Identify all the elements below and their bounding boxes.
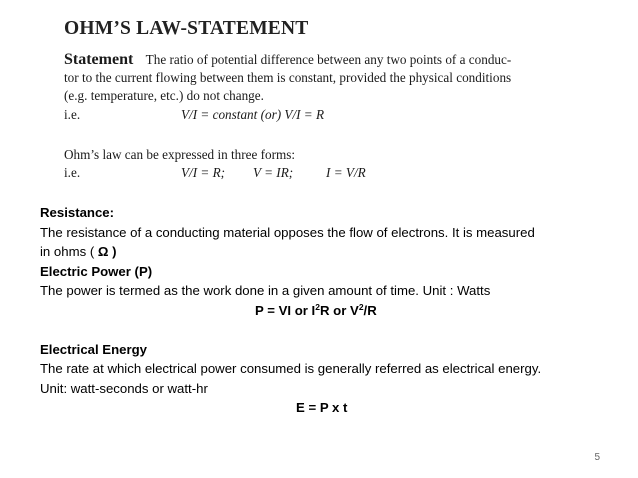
content-block: [40, 203, 541, 418]
statement-line-2: tor to the current flowing between them is constant, provided the physical conditions: [64, 70, 512, 85]
ie-label-1: i.e.: [64, 107, 81, 122]
forms-intro: Ohm’s law can be expressed in three forms:: [64, 147, 296, 162]
statement-block: [64, 51, 511, 105]
power-formula-sup-2: 2: [358, 301, 364, 312]
page-number: 5: [594, 452, 600, 463]
statement-label: Statement: [64, 51, 134, 68]
power-formula-part-3: /R: [363, 302, 377, 318]
formula-constant: V/I = constant (or) V/I = R: [181, 107, 325, 122]
energy-formula: E = P x t: [296, 400, 348, 415]
statement-line-3: (e.g. temperature, etc.) do not change.: [64, 88, 264, 103]
ohm-symbol: Ω: [97, 244, 109, 259]
page-title: OHM’S LAW-STATEMENT: [64, 18, 309, 39]
energy-heading: Electrical Energy: [40, 341, 148, 357]
power-formula-sup-1: 2: [315, 301, 320, 312]
power-line: The power is termed as the work done in a given amount of time. Unit : Watts: [40, 283, 491, 298]
resistance-line-2-prefix: in ohms (: [40, 244, 98, 259]
form-2: V = IR;: [253, 165, 294, 180]
energy-line-1: The rate at which electrical power consumed is generally referred as electrical energy.: [40, 361, 542, 376]
resistance-heading: Resistance:: [40, 205, 115, 220]
power-formula: [40, 301, 541, 321]
resistance-line-2-suffix: ): [108, 244, 117, 259]
form-1: V/I = R;: [181, 165, 226, 180]
ie-label-2: i.e.: [64, 165, 81, 180]
power-heading: Electric Power (P): [40, 263, 153, 279]
power-formula-part-1: P = VI or I: [255, 302, 316, 318]
power-formula-part-2: R or V: [319, 302, 359, 318]
form-3: I = V/R: [326, 165, 366, 180]
resistance-line-2: [40, 242, 541, 262]
energy-line-2: Unit: watt-seconds or watt-hr: [40, 380, 208, 396]
spacer: [40, 320, 541, 340]
statement-line-1: The ratio of potential difference between any two points of a conduc-: [145, 52, 512, 67]
resistance-line-1: The resistance of a conducting material opposes the flow of electrons. It is measured: [40, 224, 535, 240]
